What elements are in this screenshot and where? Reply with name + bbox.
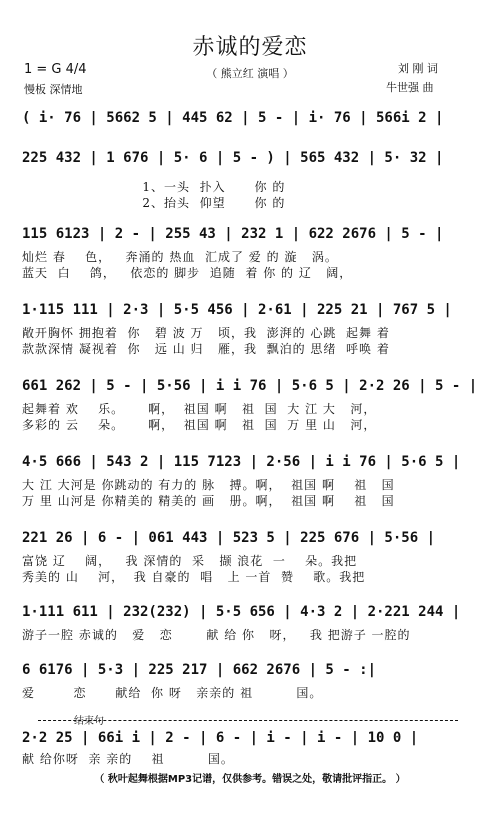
lyric-verse-2: 款款深情 凝视着 你 远 山 归 雁，我 飘泊的 思绪 呼唤 着	[22, 342, 390, 356]
score-row-10	[22, 730, 468, 770]
lyric-line: 献 给你呀 亲 亲的 祖 国。	[22, 752, 234, 766]
numbered-notes: 1·111 611 | 232(232) | 5·5 656 | 4·3 2 | 2·221 244 |	[22, 604, 461, 620]
lyric-verse-2: 多彩的 云 朵。 啊， 祖国 啊 祖 国 万 里 山 河，	[22, 418, 377, 432]
numbered-notes: 1·115 111 | 2·3 | 5·5 456 | 2·61 | 225 21 | 767 5 |	[22, 302, 452, 318]
ending-marker: 结束句	[74, 716, 104, 727]
numbered-notes: 661 262 | 5 - | 5·56 | i i 76 | 5·6 5 | 2·2 26 | 5 - |	[22, 378, 478, 394]
numbered-notes: 4·5 666 | 543 2 | 115 7123 | 2·56 | i i 76 | 5·6 5 |	[22, 454, 461, 470]
transcriber-footnote: （ 秋叶起舞根据MP3记谱，仅供参考。错误之处，敬请批评指正。 ）	[94, 774, 406, 785]
score-row-2	[22, 150, 468, 210]
lyric-verse-1: 1、一头 扑入 你 的	[22, 180, 286, 194]
score-row-3	[22, 226, 468, 280]
lyric-line: 游子一腔 赤诚的 爱 恋 献 给 你 呀， 我 把游子 一腔的	[22, 628, 411, 642]
score-row-7	[22, 530, 468, 584]
song-title: 赤诚的爱恋	[192, 35, 308, 60]
lyric-verse-1: 起舞着 欢 乐。 啊， 祖国 啊 祖 国 大 江 大 河，	[22, 402, 377, 416]
lyricist-credit: 刘 刚 词	[398, 62, 438, 75]
lyric-line: 爱 恋 献给 你 呀 亲亲的 祖 国。	[22, 686, 323, 700]
score-row-9	[22, 662, 468, 702]
numbered-notes: 6 6176 | 5·3 | 225 217 | 662 2676 | 5 - :|	[22, 662, 377, 678]
score-row-1	[22, 110, 468, 150]
key-signature: 1 = G 4/4	[24, 62, 87, 77]
numbered-notes: 2·2 25 | 66i i | 2 - | 6 - | i - | i - | 10 0 |	[22, 730, 419, 746]
lyric-verse-2: 秀美的 山 河， 我 自豪的 唱 上 一首 赞 歌。我把	[22, 570, 366, 584]
ending-bracket-line	[38, 720, 458, 721]
score-row-4	[22, 302, 468, 356]
numbered-notes: 225 432 | 1 676 | 5· 6 | 5 - ) | 565 432 | 5· 32 |	[22, 150, 444, 166]
lyric-verse-1: 灿烂 春 色， 奔涌的 热血 汇成了 爱 的 漩 涡。	[22, 250, 338, 264]
lyric-verse-2: 蓝天 白 鸽， 依恋的 脚步 追随 着 你 的 辽 阔，	[22, 266, 353, 280]
lyric-verse-1: 富饶 辽 阔， 我 深情的 采 撷 浪花 一 朵。我把	[22, 554, 358, 568]
lyric-verse-2: 2、抬头 仰望 你 的	[22, 196, 286, 210]
lyric-verse-2: 万 里 山河是 你精美的 精美的 画 册。啊， 祖国 啊 祖 国	[22, 494, 395, 508]
numbered-notes: 115 6123 | 2 - | 255 43 | 232 1 | 622 2676 | 5 - |	[22, 226, 444, 242]
lyric-verse-1: 大 江 大河是 你跳动的 有力的 脉 搏。啊， 祖国 啊 祖 国	[22, 478, 395, 492]
numbered-notes: 221 26 | 6 - | 061 443 | 523 5 | 225 676 | 5·56 |	[22, 530, 436, 546]
composer-credit: 牛世强 曲	[386, 81, 434, 94]
score-row-6	[22, 454, 468, 508]
singer-credit: （ 熊立红 演唱 ）	[206, 67, 294, 80]
tempo-marking: 慢板 深情地	[24, 83, 83, 96]
numbered-notes: ( i· 76 | 5662 5 | 445 62 | 5 - | i· 76 | 566i 2 |	[22, 110, 444, 126]
lyric-verse-1: 敞开胸怀 拥抱着 你 碧 波 万 顷，我 澎湃的 心跳 起舞 着	[22, 326, 390, 340]
score-row-5	[22, 378, 478, 432]
score-row-8	[22, 604, 468, 644]
